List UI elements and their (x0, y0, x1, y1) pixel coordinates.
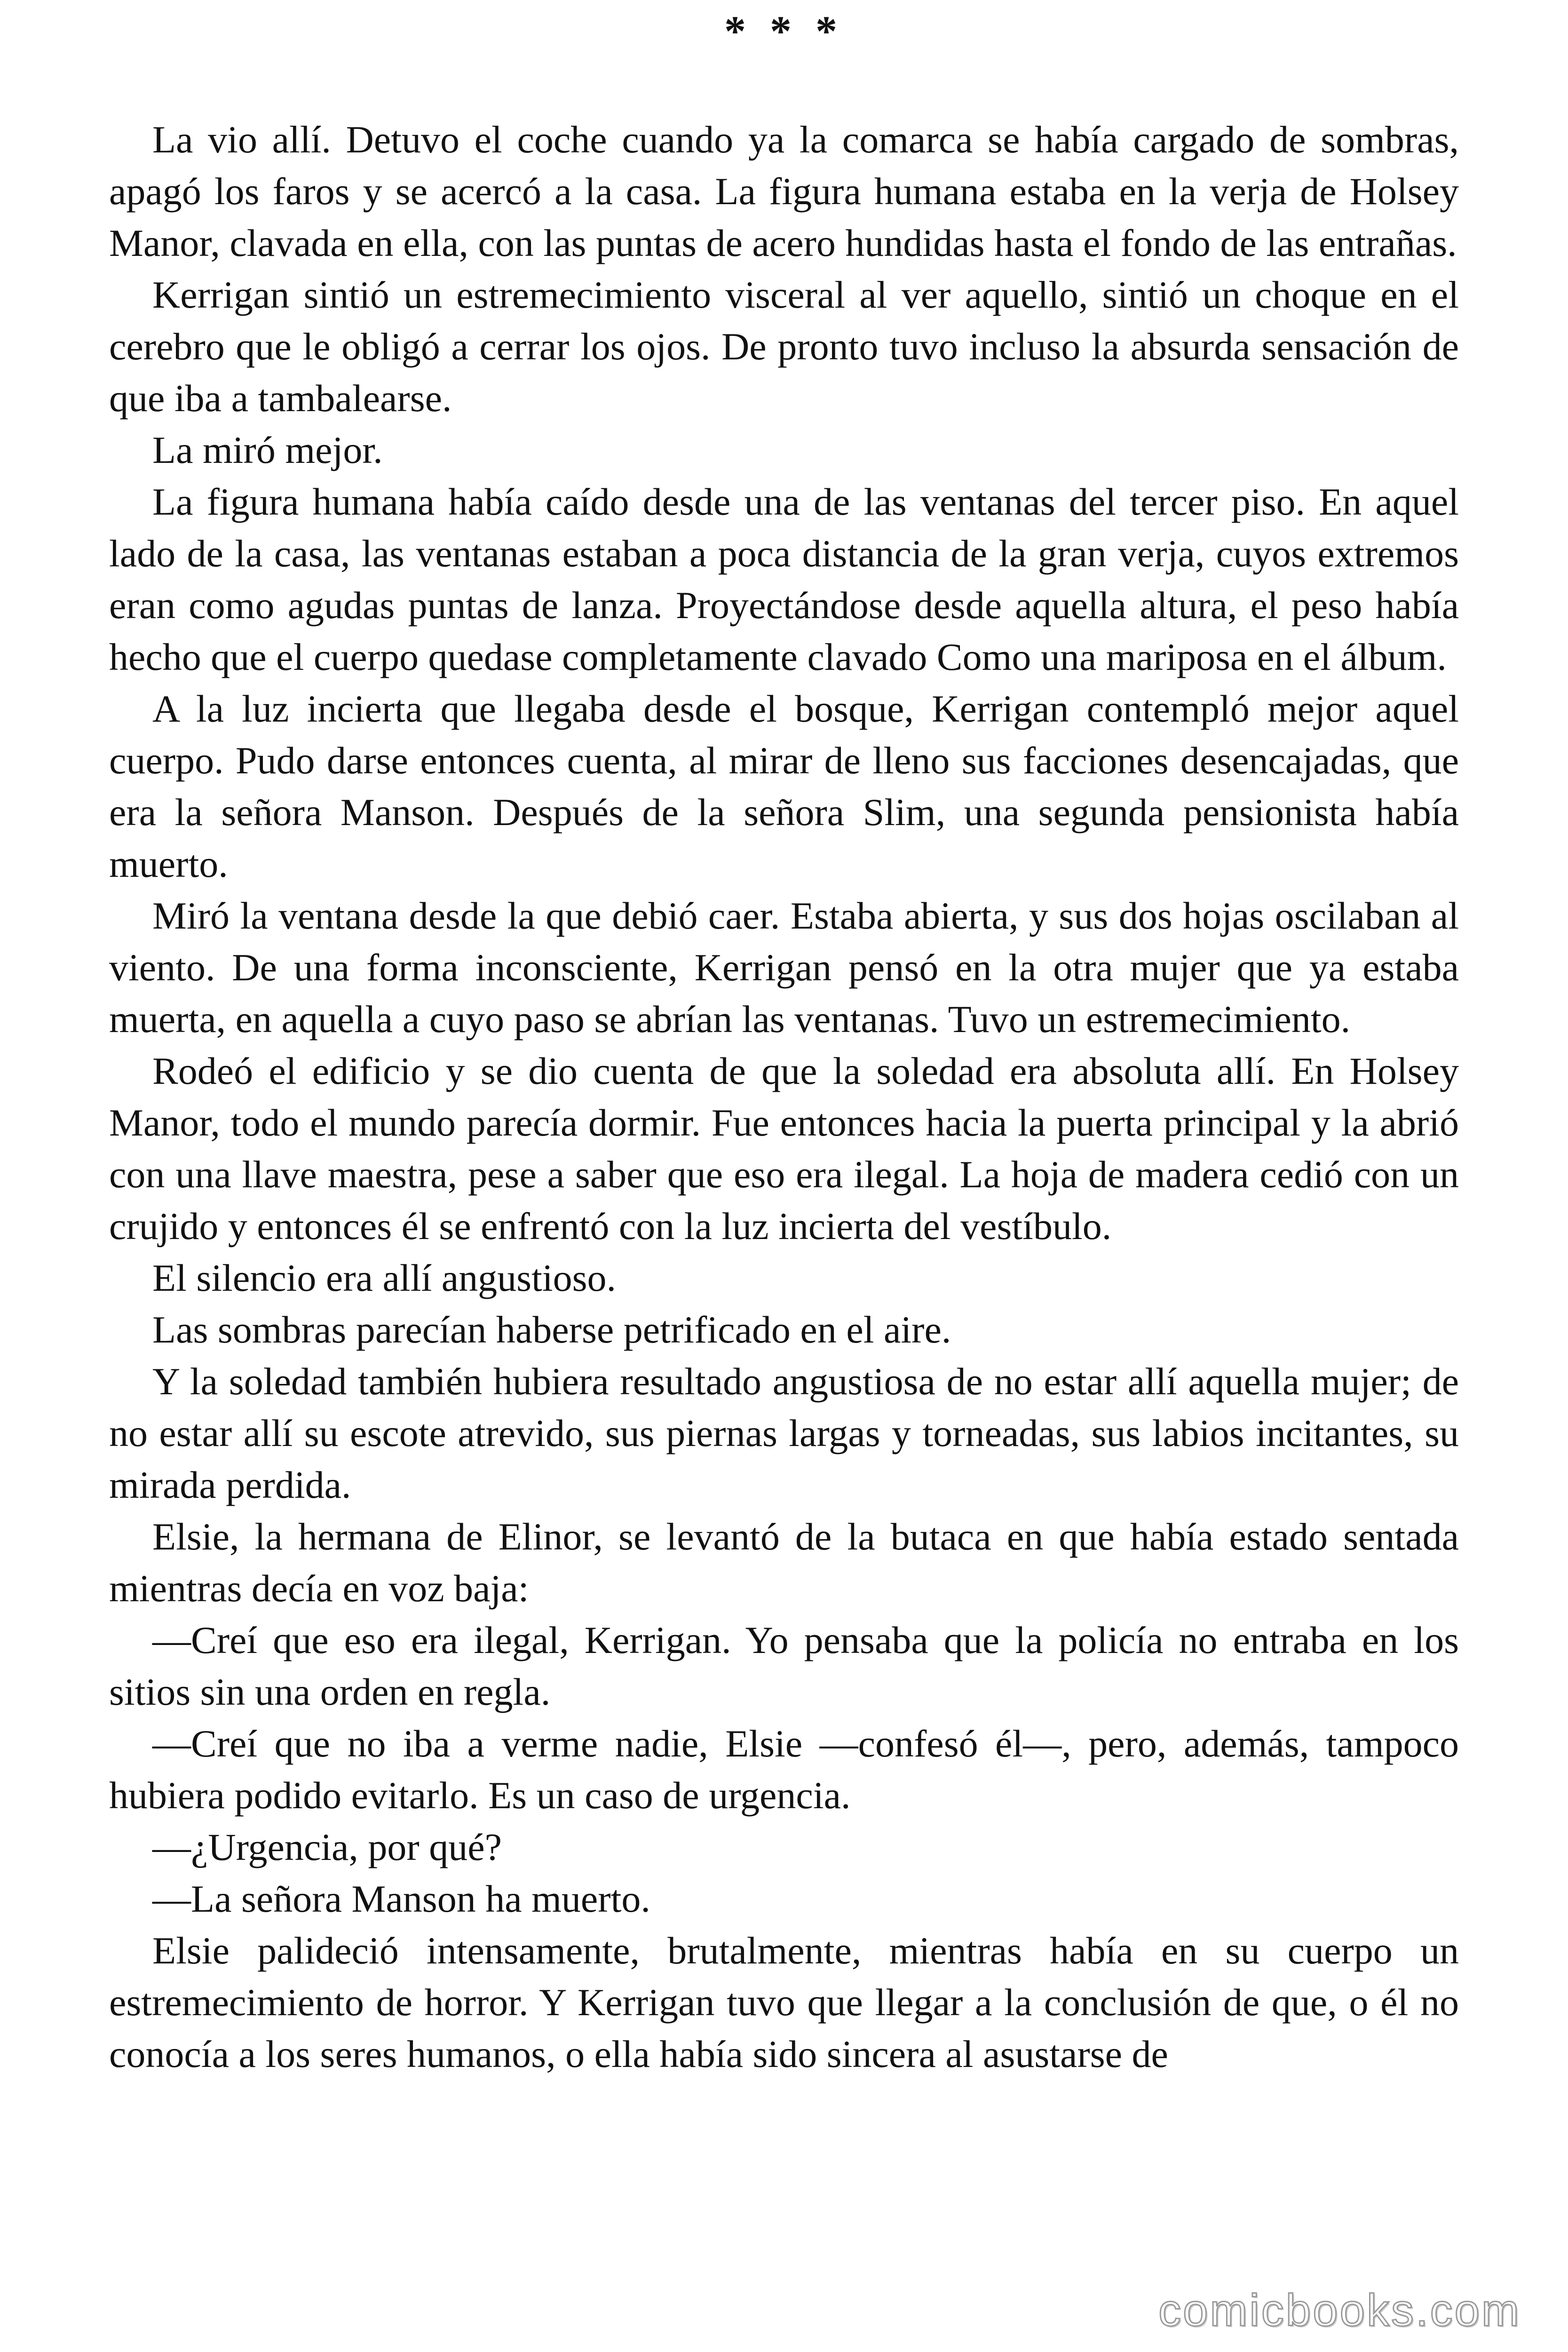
paragraph: Las sombras parecían haberse petrificado en el aire. (152, 1308, 951, 1351)
paragraph: Rodeó el edificio y se dio cuenta de que la soledad era absoluta allí. En Holsey Manor, todo el mundo parecía dormir. Fue entonces hacia la puerta principal y la abrió con una llave maestra, pese a saber que eso era ilegal. La hoja de madera cedió con un crujido y entonces él se enfrentó con la luz incierta del vestíbulo. (109, 1049, 1459, 1248)
paragraph: La vio allí. Detuvo el coche cuando ya la comarca se había cargado de sombras, apagó los faros y se acercó a la casa. La figura humana estaba en la verja de Holsey Manor, clavada en ella, con las puntas de acero hundidas hasta el fondo de las entrañas. (109, 118, 1459, 264)
paragraph: Elsie, la hermana de Elinor, se levantó de la butaca en que había estado sentada mientras decía en voz baja: (109, 1515, 1459, 1610)
paragraph: —¿Urgencia, por qué? (152, 1826, 502, 1868)
paragraph: Miró la ventana desde la que debió caer. Estaba abierta, y sus dos hojas oscilaban al viento. De una forma inconsciente, Kerrigan pensó en la otra mujer que ya estaba muerta, en aquella a cuyo paso se abrían las ventanas. Tuvo un estremecimiento. (109, 894, 1459, 1041)
paragraph: Y la soledad también hubiera resultado angustiosa de no estar allí aquella mujer; de no estar allí su escote atrevido, sus piernas largas y torneadas, sus labios incitantes, su mirada perdida. (109, 1360, 1459, 1506)
paragraph: La figura humana había caído desde una de las ventanas del tercer piso. En aquel lado de la casa, las ventanas estaban a poca distancia de la gran verja, cuyos extremos eran como agudas puntas de lanza. Proyectándose desde aquella altura, el peso había hecho que el cuerpo quedase completamente clavado Como una mariposa en el álbum. (109, 480, 1459, 678)
watermark: comicbooks.com (1158, 2285, 1521, 2336)
paragraph: El silencio era allí angustioso. (152, 1256, 617, 1299)
paragraph: A la luz incierta que llegaba desde el bosque, Kerrigan contempló mejor aquel cuerpo. Pudo darse entonces cuenta, al mirar de lleno sus facciones desencajadas, que era la señora Manson. Después de la señora Slim, una segunda pensionista había muerto. (109, 687, 1459, 885)
paragraph: La miró mejor. (152, 429, 383, 471)
paragraph: Elsie palideció intensamente, brutalmente, mientras había en su cuerpo un estremecimiento de horror. Y Kerrigan tuvo que llegar a la conclusión de que, o él no conocía a los seres humanos, o ella había sido sincera al asustarse de (109, 1929, 1459, 2075)
paragraph: —Creí que no iba a verme nadie, Elsie —confesó él—, pero, además, tampoco hubiera podido evitarlo. Es un caso de urgencia. (109, 1722, 1459, 1817)
body-text (109, 114, 1459, 2080)
paragraph: —La señora Manson ha muerto. (152, 1877, 650, 1920)
paragraph: Kerrigan sintió un estremecimiento visceral al ver aquello, sintió un choque en el cerebro que le obligó a cerrar los ojos. De pronto tuvo incluso la absurda sensación de que iba a tambalearse. (109, 273, 1459, 420)
section-separator: * * * (724, 7, 844, 55)
paragraph: —Creí que eso era ilegal, Kerrigan. Yo pensaba que la policía no entraba en los sitios sin una orden en regla. (109, 1619, 1459, 1713)
